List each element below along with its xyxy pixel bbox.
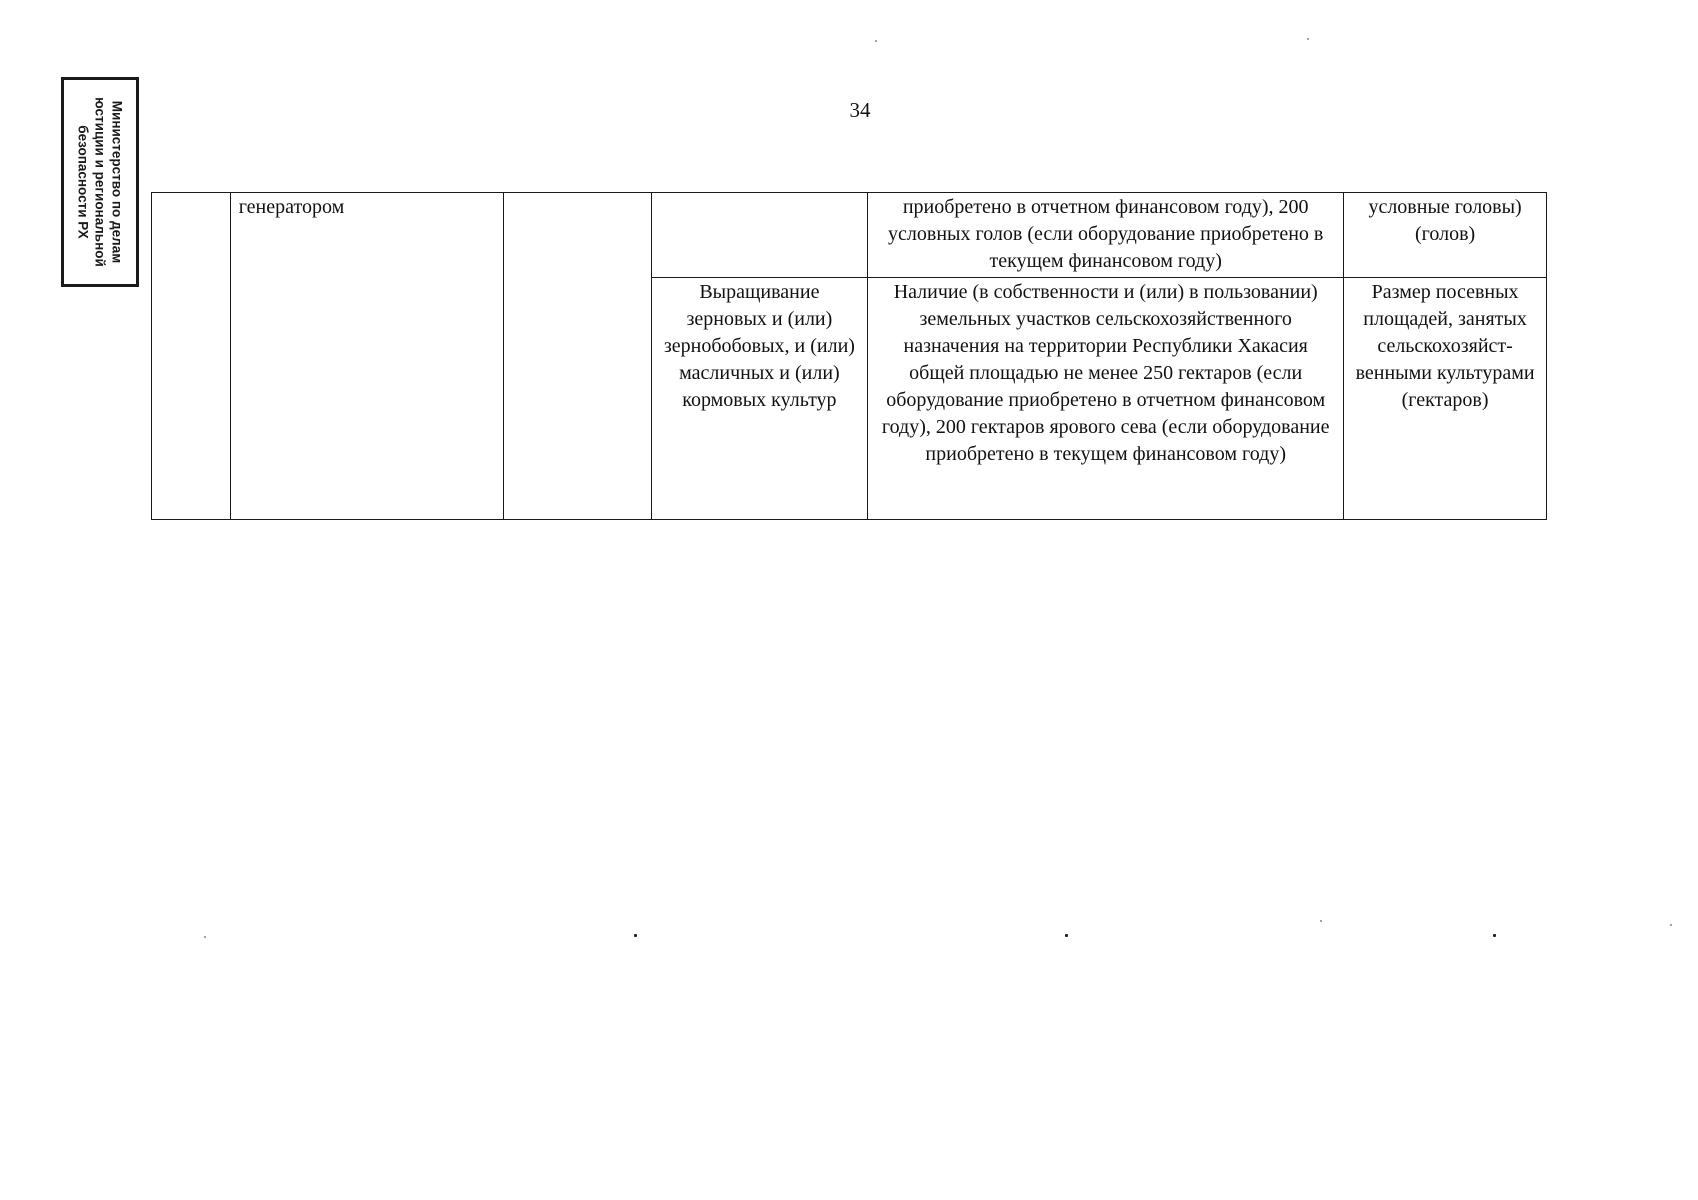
- cell-number: [152, 193, 231, 520]
- stamp-line-1: Министерство по делам: [109, 100, 125, 264]
- cell-activity: Выращивание зерновых и (или) зернобобовых, и (или) масличных и (или) кормовых культур: [651, 278, 868, 520]
- stamp-text: [75, 79, 126, 285]
- cell-equipment: генератором: [230, 193, 503, 520]
- cell-indicator: условные головы) (голов): [1344, 193, 1547, 278]
- scan-speck: [1320, 920, 1322, 922]
- cell-indicator: Размер посевных площадей, занятых сельскохозяйст-венными культурами (гектаров): [1344, 278, 1547, 520]
- scan-speck: [1307, 38, 1309, 40]
- cell-activity: [651, 193, 868, 278]
- registration-stamp: [61, 77, 139, 287]
- scan-speck: [1065, 934, 1068, 937]
- stamp-line-2: юстиции и региональной: [92, 97, 108, 267]
- cell-condition: приобретено в отчетном финансовом году), 200 условных голов (если оборудование приобретено в текущем финансовом году): [868, 193, 1344, 278]
- scan-speck: [634, 934, 637, 937]
- table-row: [152, 193, 1547, 278]
- scan-speck: [204, 936, 206, 938]
- criteria-table: [151, 192, 1547, 520]
- scan-speck: [1493, 934, 1496, 937]
- scan-speck: [875, 40, 877, 42]
- cell-condition: Наличие (в собственности и (или) в пользовании) земельных участков сельскохозяйственного назначения на территории Республики Хакасия общей площадью не менее 250 гектаров (если оборудование приобретено в отчетном финансовом году), 200 гектаров ярового сева (если оборудование приобретено в текущем финансовом году): [868, 278, 1344, 520]
- scan-speck: [1670, 924, 1672, 926]
- stamp-line-3: безопасности РХ: [75, 125, 91, 239]
- cell-empty: [504, 193, 651, 520]
- page-number: 34: [849, 98, 871, 122]
